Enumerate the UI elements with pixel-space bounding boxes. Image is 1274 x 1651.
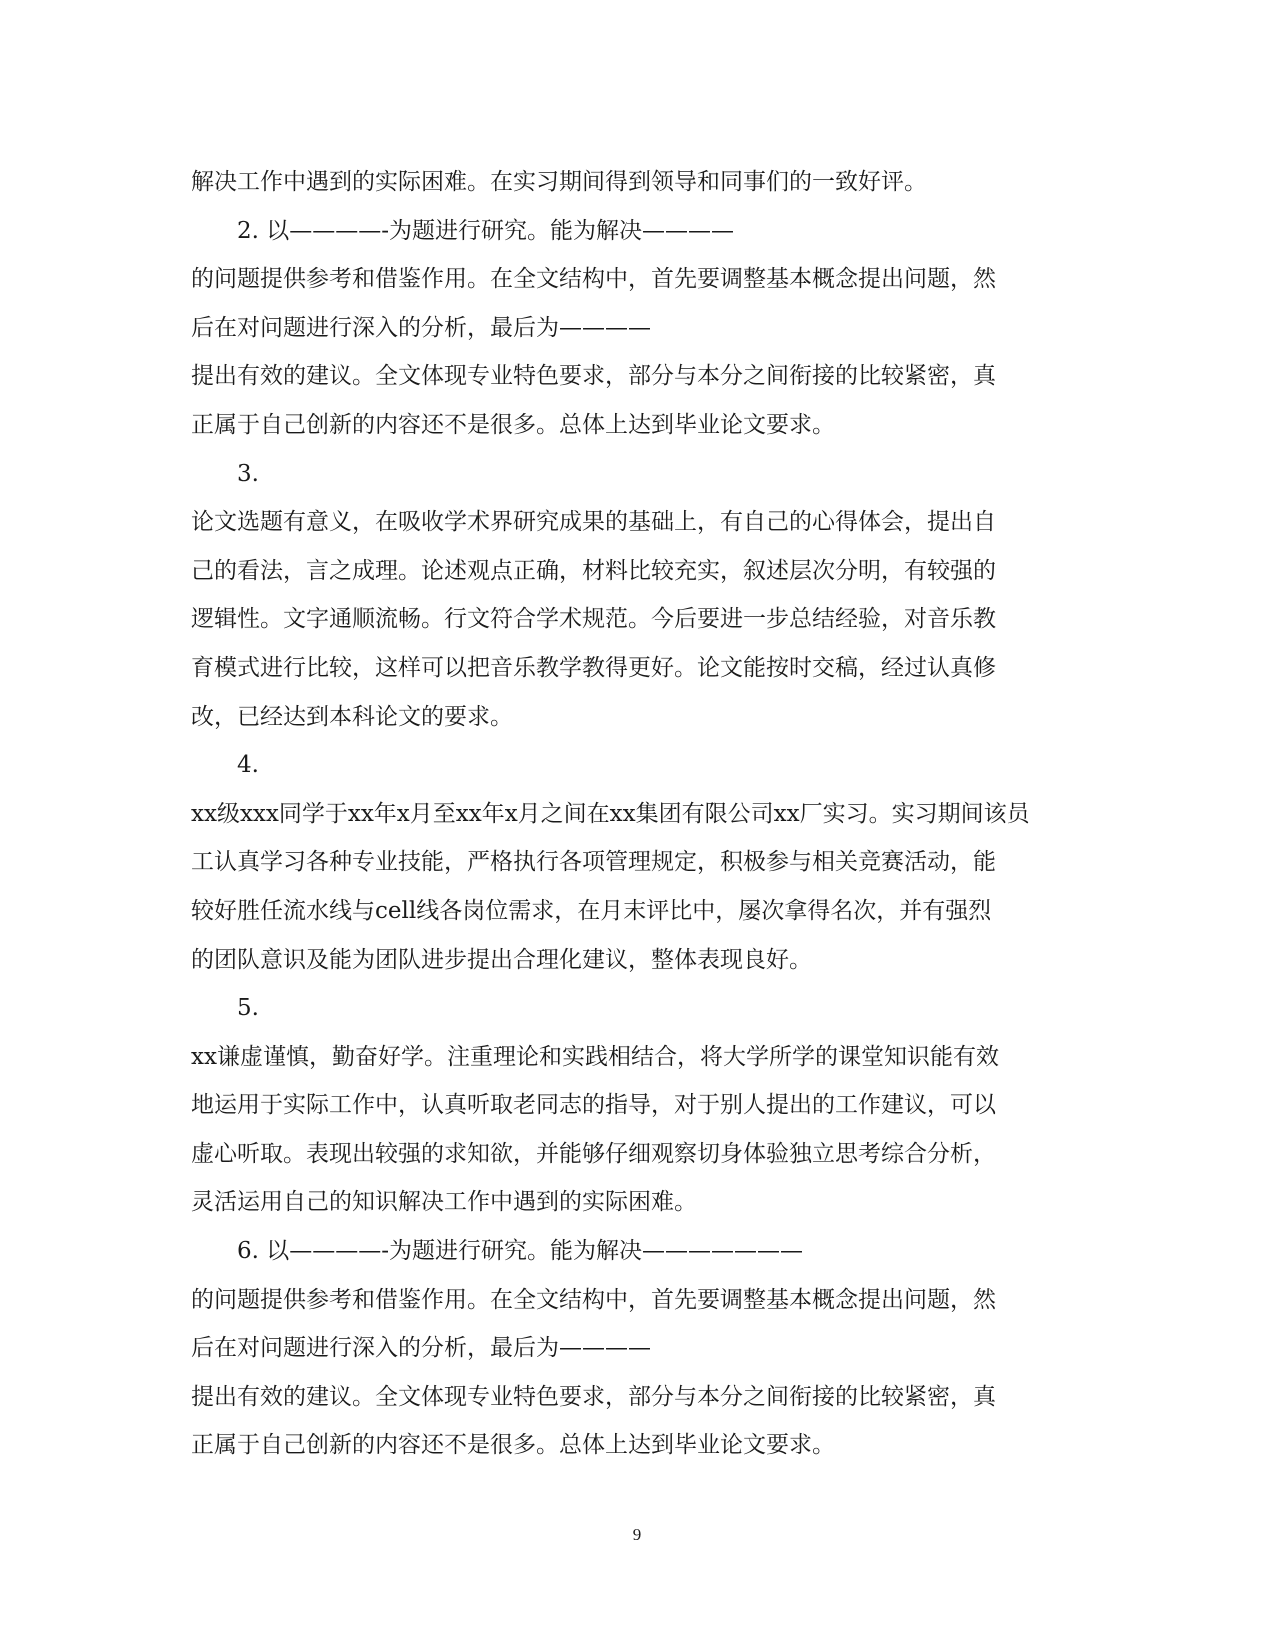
text-line: 2. 以————-为题进行研究。能为解决———— [237,217,735,244]
text-line: 改，已经达到本科论文的要求。 [191,703,513,730]
page-number: 9 [632,1525,642,1544]
text-line: 3. [237,460,259,487]
text-line: 育模式进行比较，这样可以把音乐教学教得更好。论文能按时交稿，经过认真修 [191,654,996,681]
text-line: 解决工作中遇到的实际困难。在实习期间得到领导和同事们的一致好评。 [191,169,927,195]
text-line: 虚心听取。表现出较强的求知欲，并能够仔细观察切身体验独立思考综合分析， [191,1140,996,1167]
text-line: xx谦虚谨慎，勤奋好学。注重理论和实践相结合，将大学所学的课堂知识能有效 [191,1043,999,1070]
text-line: 论文选题有意义，在吸收学术界研究成果的基础上，有自己的心得体会，提出自 [191,509,996,536]
document-body [191,158,1081,1470]
text-line: 后在对问题进行深入的分析，最后为———— [191,1335,651,1362]
text-line: 6. 以————-为题进行研究。能为解决——————— [237,1238,804,1265]
text-line: 5. [237,995,259,1022]
text-line: 提出有效的建议。全文体现专业特色要求，部分与本分之间衔接的比较紧密，真 [191,1383,996,1410]
text-line: 的团队意识及能为团队进步提出合理化建议，整体表现良好。 [191,946,812,973]
text-line: 的问题提供参考和借鉴作用。在全文结构中，首先要调整基本概念提出问题，然 [191,266,996,293]
text-line: 正属于自己创新的内容还不是很多。总体上达到毕业论文要求。 [191,1432,835,1459]
text-line: 提出有效的建议。全文体现专业特色要求，部分与本分之间衔接的比较紧密，真 [191,363,996,390]
text-line: 工认真学习各种专业技能，严格执行各项管理规定，积极参与相关竞赛活动，能 [191,849,996,876]
text-line: 的问题提供参考和借鉴作用。在全文结构中，首先要调整基本概念提出问题，然 [191,1286,996,1313]
text-line: 逻辑性。文字通顺流畅。行文符合学术规范。今后要进一步总结经验，对音乐教 [191,606,996,633]
text-line: 己的看法，言之成理。论述观点正确，材料比较充实，叙述层次分明，有较强的 [191,557,996,584]
text-line: 较好胜任流水线与cell线各岗位需求，在月末评比中，屡次拿得名次，并有强烈 [191,897,992,924]
text-line: 4. [237,752,259,779]
text-line: 灵活运用自己的知识解决工作中遇到的实际困难。 [191,1189,697,1216]
text-line: xx级xxx同学于xx年x月至xx年x月之间在xx集团有限公司xx厂实习。实习期间该员 [191,800,1030,827]
text-line: 后在对问题进行深入的分析，最后为———— [191,314,651,341]
text-line: 正属于自己创新的内容还不是很多。总体上达到毕业论文要求。 [191,411,835,438]
text-line: 地运用于实际工作中，认真听取老同志的指导，对于别人提出的工作建议，可以 [191,1092,996,1119]
